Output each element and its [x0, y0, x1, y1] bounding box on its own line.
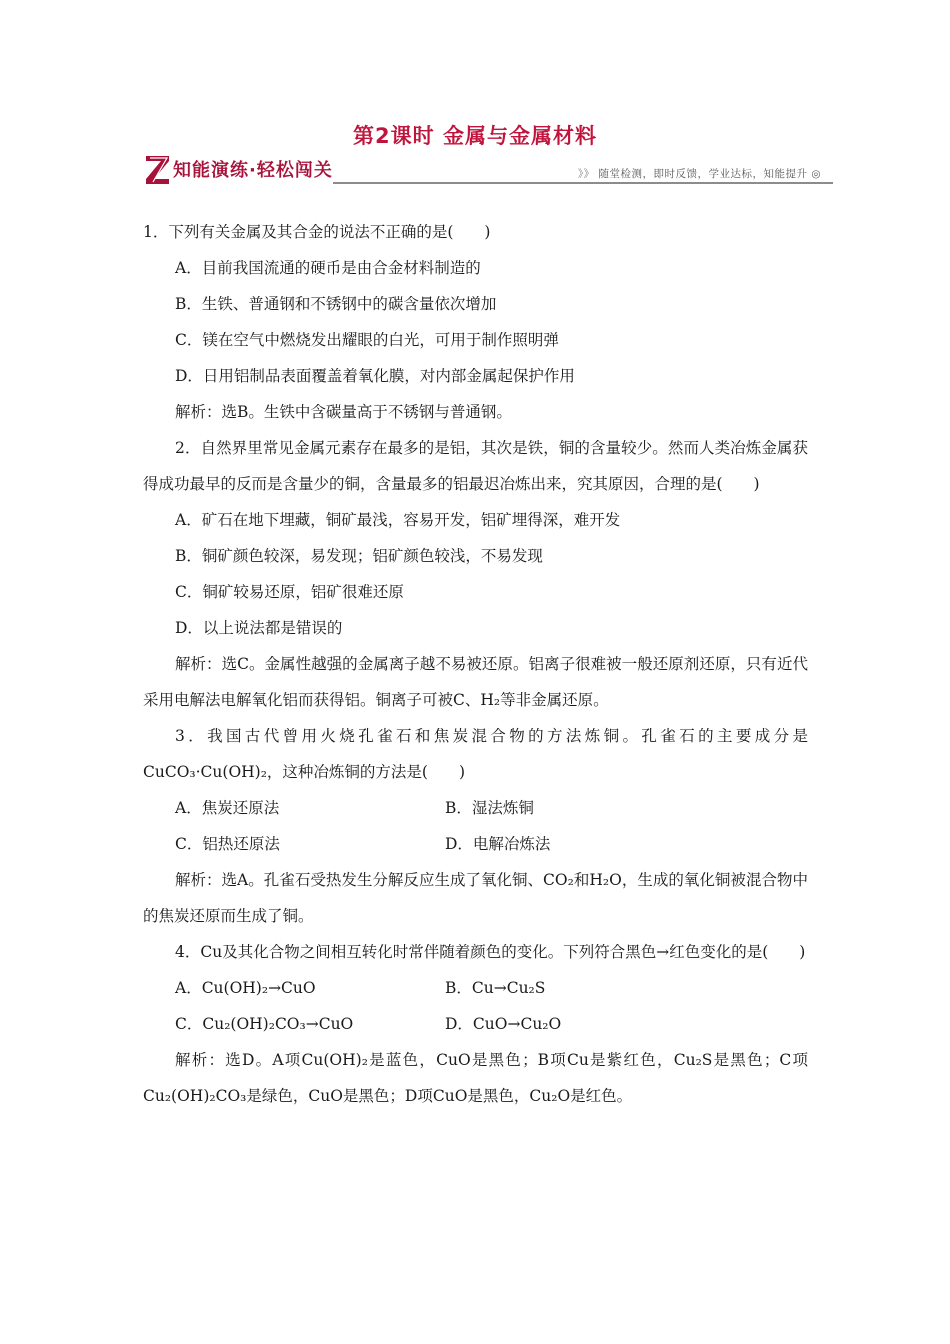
page-title: 第2课时 金属与金属材料 [353, 124, 597, 148]
question-2-analysis: 解析：选C。金属性越强的金属离子越不易被还原。铝离子很难被一般还原剂还原，只有近代采用电解法电解氧化铝而获得铝。铜离子可被C、H₂等非金属还原。 [143, 655, 808, 709]
question-3-stem: 3．我国古代曾用火烧孔雀石和焦炭混合物的方法炼铜。孔雀石的主要成分是CuCO₃·Cu(OH)₂，这种冶炼铜的方法是( ) [143, 727, 808, 781]
question-1-analysis: 解析：选B。生铁中含碳量高于不锈钢与普通钢。 [175, 403, 512, 421]
question-4-options-row-1 [143, 970, 808, 1006]
exercise-content [143, 214, 808, 1114]
question-3-option-b: B．湿法炼铜 [445, 799, 534, 817]
section-banner [143, 152, 833, 188]
question-2-option-d: D．以上说法都是错误的 [175, 619, 343, 637]
question-3-option-a: A．焦炭还原法 [175, 799, 280, 817]
question-1-option-c: C．镁在空气中燃烧发出耀眼的白光，可用于制作照明弹 [175, 331, 559, 349]
question-4-analysis: 解析：选D。A项Cu(OH)₂是蓝色，CuO是黑色；B项Cu是紫红色，Cu₂S是黑色；C项Cu₂(OH)₂CO₃是绿色，CuO是黑色；D项CuO是黑色，Cu₂O是红色。 [143, 1051, 808, 1105]
question-3-options-row-1 [143, 790, 808, 826]
question-4-stem: 4．Cu及其化合物之间相互转化时常伴随着颜色的变化。下列符合黑色→红色变化的是( ) [175, 943, 806, 961]
question-1-option-b: B．生铁、普通钢和不锈钢中的碳含量依次增加 [175, 295, 497, 313]
banner-slogan: 》》 随堂检测，即时反馈，学业达标，知能提升 ◎ [577, 168, 821, 180]
question-3-analysis: 解析：选A。孔雀石受热发生分解反应生成了氧化铜、CO₂和H₂O，生成的氧化铜被混合物中的焦炭还原而生成了铜。 [143, 871, 808, 925]
question-2-option-a: A．矿石在地下埋藏，铜矿最浅，容易开发，铝矿埋得深，难开发 [175, 511, 621, 529]
question-3-options-row-2 [143, 826, 808, 862]
question-1-stem: 1．下列有关金属及其合金的说法不正确的是( ) [143, 223, 491, 241]
question-2-option-b: B．铜矿颜色较深，易发现；铝矿颜色较浅，不易发现 [175, 547, 543, 565]
question-4-option-d: D．CuO→Cu₂O [445, 1015, 562, 1033]
question-3-option-c: C．铝热还原法 [175, 835, 280, 853]
question-3-option-d: D．电解冶炼法 [445, 835, 551, 853]
question-1-option-a: A．目前我国流通的硬币是由合金材料制造的 [175, 259, 481, 277]
z-logo-icon [143, 152, 173, 188]
question-2-option-c: C．铜矿较易还原，铝矿很难还原 [175, 583, 404, 601]
banner-label: 知能演练·轻松闯关 [173, 160, 333, 181]
question-4-option-b: B．Cu→Cu₂S [445, 979, 546, 997]
question-1-option-d: D．日用铝制品表面覆盖着氧化膜，对内部金属起保护作用 [175, 367, 575, 385]
question-4-option-a: A．Cu(OH)₂→CuO [175, 979, 316, 997]
question-4-option-c: C．Cu₂(OH)₂CO₃→CuO [175, 1015, 354, 1033]
banner-divider [333, 182, 833, 184]
question-2-stem: 2．自然界里常见金属元素存在最多的是铝，其次是铁，铜的含量较少。然而人类冶炼金属获得成功最早的反而是含量少的铜，含量最多的铝最迟冶炼出来，究其原因，合理的是( ) [143, 439, 808, 493]
question-4-options-row-2 [143, 1006, 808, 1042]
